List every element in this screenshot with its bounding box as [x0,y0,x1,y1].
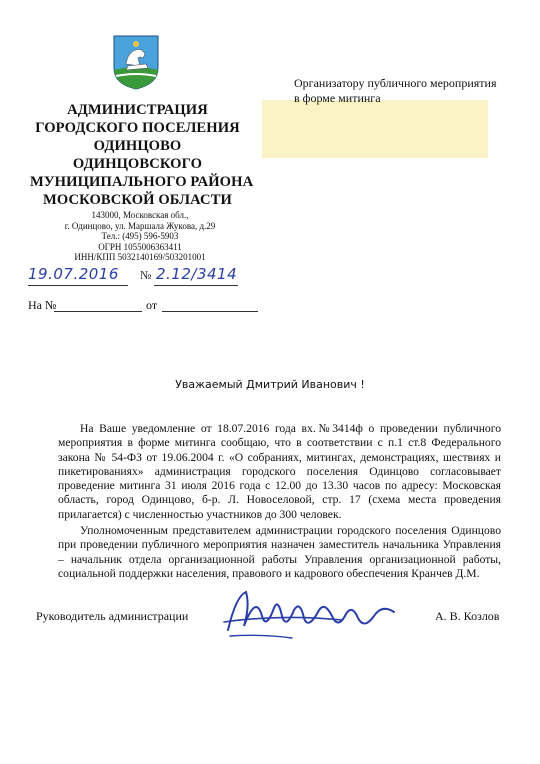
body-paragraph: Уполномоченным представителем администрации городского поселения Одинцово при проведении публичного мероприятия назначен заместитель начальника Управления – начальник отдела организационной работы Управления организационной работы, социальной поддержки населения, правового и кадрового обеспечения Кранчев Д.М. [58,524,501,580]
ot-label: от [146,298,158,312]
address-line: ОГРН 1055006363411 [98,241,182,252]
handwritten-signature [222,586,402,644]
address-line: 143000, Московская обл., [91,210,189,220]
organization-title [30,101,254,209]
coat-of-arms-icon [112,34,160,90]
recipient-line: в форме митинга [294,91,381,105]
org-line: МОСКОВСКОЙ ОБЛАСТИ [42,192,232,208]
body-paragraph: На Ваше уведомление от 18.07.2016 года вх.№3414ф о проведении публичного мероприятия в форме митинга сообщаю, что в соответствии с п.1 ст.8 Федерального закона № 54-ФЗ от 19.06.2004 г. «О собраниях, митингах, демонстрациях, шествиях и пикетированиях» администрация городского поселения Одинцово согласовывает проведение митинга 31 июля 2016 года с 12.00 до 13.30 часов по адресу: Московская область, город Одинцово, б-р. Л. Новоселовой, стр. 17 (схема места проведения прилагается) с численностью участников до 300 человек. [58,422,501,521]
recipient-line: Организатору публичного мероприятия [294,76,497,90]
recipient-block [294,76,524,106]
reference-line [28,298,258,316]
org-line: АДМИНИСТРАЦИЯ [67,102,208,118]
address-line: ИНН/КПП 5032140169/503201001 [74,252,206,262]
na-underline [54,311,142,312]
date-underline [28,285,128,286]
recipient-highlight [262,100,488,158]
org-line: ГОРОДСКОГО ПОСЕЛЕНИЯ [35,120,240,136]
address-line: г. Одинцово, ул. Маршала Жукова, д.29 [64,220,216,231]
signatory-name: А. В. Козлов [435,609,500,623]
org-line: ОДИНЦОВСКОГО [72,156,203,172]
handwritten-date: 19.07.2016 [28,265,119,283]
address-block [40,210,240,263]
handwritten-number: 2.12/3414 [156,265,238,283]
org-line: ОДИНЦОВО [93,138,182,154]
na-label: На № [28,298,57,312]
salutation: Уважаемый Дмитрий Иванович ! [175,378,365,391]
ot-underline [162,311,258,312]
number-underline [154,285,238,286]
signatory-position: Руководитель администрации [36,609,189,623]
outgoing-number-line [28,265,238,289]
number-sign: № [140,268,152,282]
letter-body [58,422,501,581]
address-line: Тел.: (495) 596-5903 [101,231,179,241]
org-line: МУНИЦИПАЛЬНОГО РАЙОНА [30,174,254,190]
